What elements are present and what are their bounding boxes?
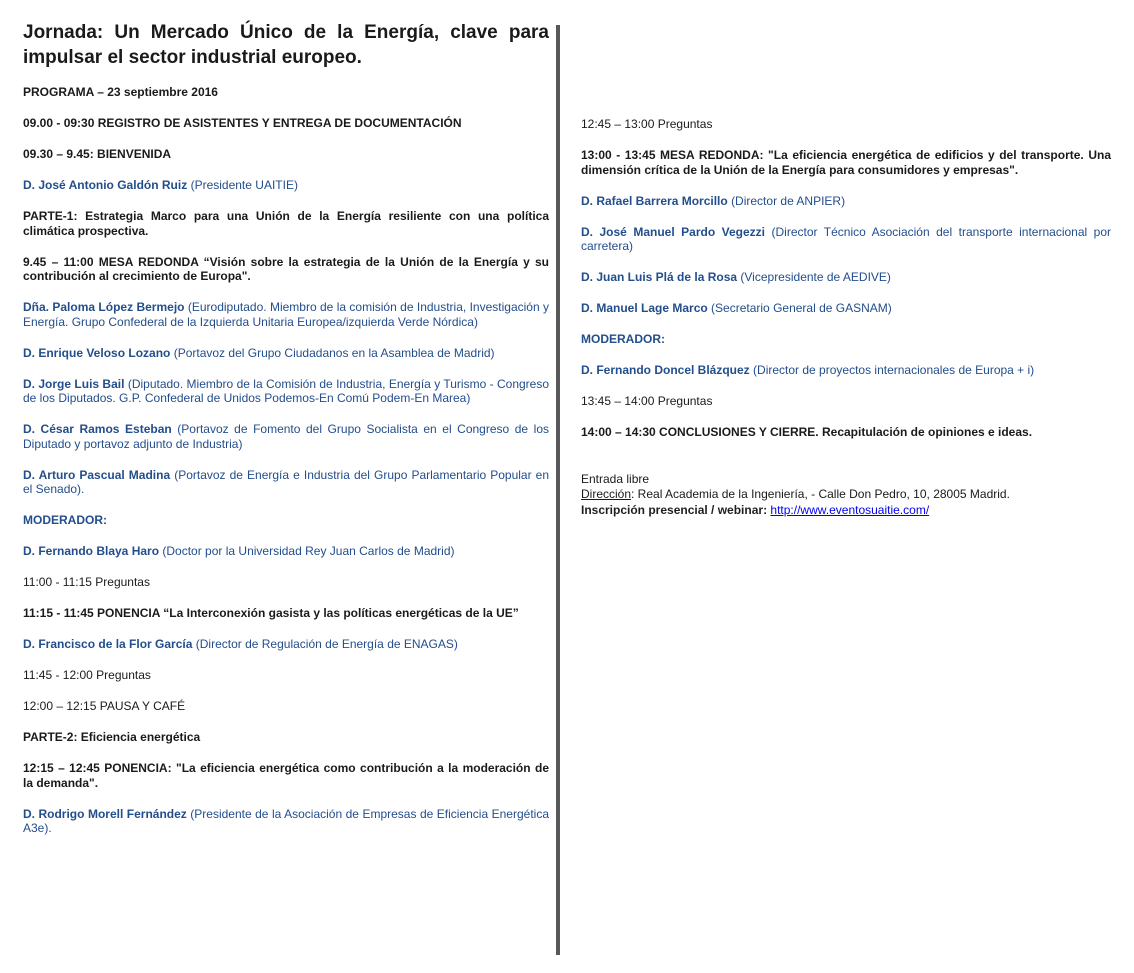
speaker-name: D. Arturo Pascual Madina xyxy=(23,467,171,482)
entrada-libre-note: Entrada libre xyxy=(581,471,650,486)
speaker-name: D. Rodrigo Morell Fernández xyxy=(23,806,187,821)
speaker-name: D. Rafael Barrera Morcillo xyxy=(581,193,728,208)
section-heading: PARTE-1: Estrategia Marco para una Unión de la Energía resiliente con una política climática prospectiva. xyxy=(23,209,549,238)
speaker-name: Dña. Paloma López Bermejo xyxy=(23,300,185,314)
agenda-item: 11:15 - 11:45 PONENCIA “La Interconexión gasista y las políticas energéticas de la UE” xyxy=(23,606,519,620)
speaker-role: (Director de Regulación de Energía de ENAGAS) xyxy=(195,637,458,651)
agenda-item: 13:45 – 14:00 Preguntas xyxy=(581,394,713,408)
speaker-name: D. Enrique Veloso Lozano xyxy=(23,345,171,360)
speaker-entry xyxy=(23,377,549,406)
direccion-line xyxy=(581,487,1111,503)
agenda-item: 12:15 – 12:45 PONENCIA: "La eficiencia energética como contribución a la moderación de la demanda". xyxy=(23,761,549,790)
speaker-entry xyxy=(581,225,1111,254)
speaker-entry xyxy=(23,300,549,329)
speaker-role: (Diputado. Miembro de la Comisión de Industria, Energía y Turismo - Congreso de los Diputados. G.P. Confederal de Unidos Podemos-En Comú Podem-En Marea) xyxy=(23,376,550,405)
agenda-item: 11:45 - 12:00 Preguntas xyxy=(23,668,151,682)
speaker-role: (Vicepresidente de AEDIVE) xyxy=(740,270,891,284)
event-info-block xyxy=(581,472,1111,519)
agenda-item: 12:45 – 13:00 Preguntas xyxy=(581,117,713,131)
left-column xyxy=(23,20,549,836)
direccion-text: : Real Academia de la Ingeniería, - Calle Don Pedro, 10, 28005 Madrid. xyxy=(631,487,1010,501)
speaker-role: (Eurodiputado. Miembro de la comisión de Industria, Investigación y Energía. Grupo Confederal de la Izquierda Unitaria Europea/izquierda Verde Nórdica) xyxy=(23,300,549,329)
section-heading: PARTE-2: Eficiencia energética xyxy=(23,730,201,744)
speaker-name: D. José Antonio Galdón Ruiz xyxy=(23,178,188,192)
speaker-entry xyxy=(23,346,549,361)
speaker-name: D. Francisco de la Flor García xyxy=(23,637,193,651)
speaker-entry xyxy=(23,544,549,559)
speaker-name: D. César Ramos Esteban xyxy=(23,422,172,436)
speaker-entry xyxy=(23,178,549,193)
speaker-role: (Portavoz de Energía e Industria del Grupo Parlamentario Popular en el Senado). xyxy=(23,467,549,496)
speaker-role: (Doctor por la Universidad Rey Juan Carlos de Madrid) xyxy=(162,544,455,558)
speaker-role: (Presidente UAITIE) xyxy=(190,178,298,192)
speaker-role: (Secretario General de GASNAM) xyxy=(711,301,892,315)
speaker-name: D. Juan Luis Plá de la Rosa xyxy=(581,270,738,284)
agenda-item: 13:00 - 13:45 MESA REDONDA: "La eficiencia energética de edificios y del transporte. Una dimensión crítica de la Unión de la Energía para consumidores y empresas". xyxy=(581,148,1111,177)
right-column xyxy=(581,117,1111,518)
inscripcion-label: Inscripción presencial / webinar: xyxy=(581,502,768,517)
speaker-name: D. Fernando Doncel Blázquez xyxy=(581,363,750,377)
agenda-item: 9.45 – 11:00 MESA REDONDA “Visión sobre la estrategia de la Unión de la Energía y su contribución al crecimiento de Europa". xyxy=(23,254,549,283)
speaker-role: (Director de proyectos internacionales de Europa + i) xyxy=(753,363,1035,377)
speaker-entry xyxy=(581,363,1111,378)
speaker-role: (Director de ANPIER) xyxy=(731,193,846,208)
speaker-role: (Portavoz de Fomento del Grupo Socialista en el Congreso de los Diputado y portavoz adjunto de Industria) xyxy=(23,422,549,451)
agenda-item: 11:00 - 11:15 Preguntas xyxy=(23,575,150,589)
moderator-label: MODERADOR: xyxy=(23,513,107,527)
speaker-name: D. Fernando Blaya Haro xyxy=(23,544,160,558)
speaker-entry xyxy=(23,468,549,497)
direccion-label: Dirección xyxy=(581,487,632,501)
speaker-entry xyxy=(581,301,1111,316)
agenda-item: 12:00 – 12:15 PAUSA Y CAFÉ xyxy=(23,699,186,713)
agenda-item: 09.30 – 9.45: BIENVENIDA xyxy=(23,147,172,161)
speaker-entry xyxy=(581,194,1111,209)
speaker-name: D. Manuel Lage Marco xyxy=(581,301,708,315)
agenda-item: 14:00 – 14:30 CONCLUSIONES Y CIERRE. Recapitulación de opiniones e ideas. xyxy=(581,425,1033,439)
speaker-name: D. Jorge Luis Bail xyxy=(23,376,125,391)
speaker-name: D. José Manuel Pardo Vegezzi xyxy=(581,224,765,239)
inscripcion-line xyxy=(581,503,1111,519)
speaker-entry xyxy=(23,637,549,652)
event-website-link[interactable]: http://www.eventosuaitie.com/ xyxy=(770,502,930,517)
speaker-entry xyxy=(581,270,1111,285)
program-date: PROGRAMA – 23 septiembre 2016 xyxy=(23,85,218,99)
speaker-role: (Director Técnico Asociación del transporte internacional por carretera) xyxy=(581,224,1112,253)
moderator-label: MODERADOR: xyxy=(581,332,665,346)
agenda-item: 09.00 - 09:30 REGISTRO DE ASISTENTES Y ENTREGA DE DOCUMENTACIÓN xyxy=(23,116,462,130)
speaker-role: (Presidente de la Asociación de Empresas de Eficiencia Energética A3e). xyxy=(23,806,549,835)
column-divider xyxy=(556,25,560,955)
speaker-entry xyxy=(23,422,549,451)
document-title: Jornada: Un Mercado Único de la Energía, clave para impulsar el sector industrial europeo. xyxy=(23,22,549,68)
speaker-entry xyxy=(23,807,549,836)
speaker-role: (Portavoz del Grupo Ciudadanos en la Asamblea de Madrid) xyxy=(173,345,495,360)
